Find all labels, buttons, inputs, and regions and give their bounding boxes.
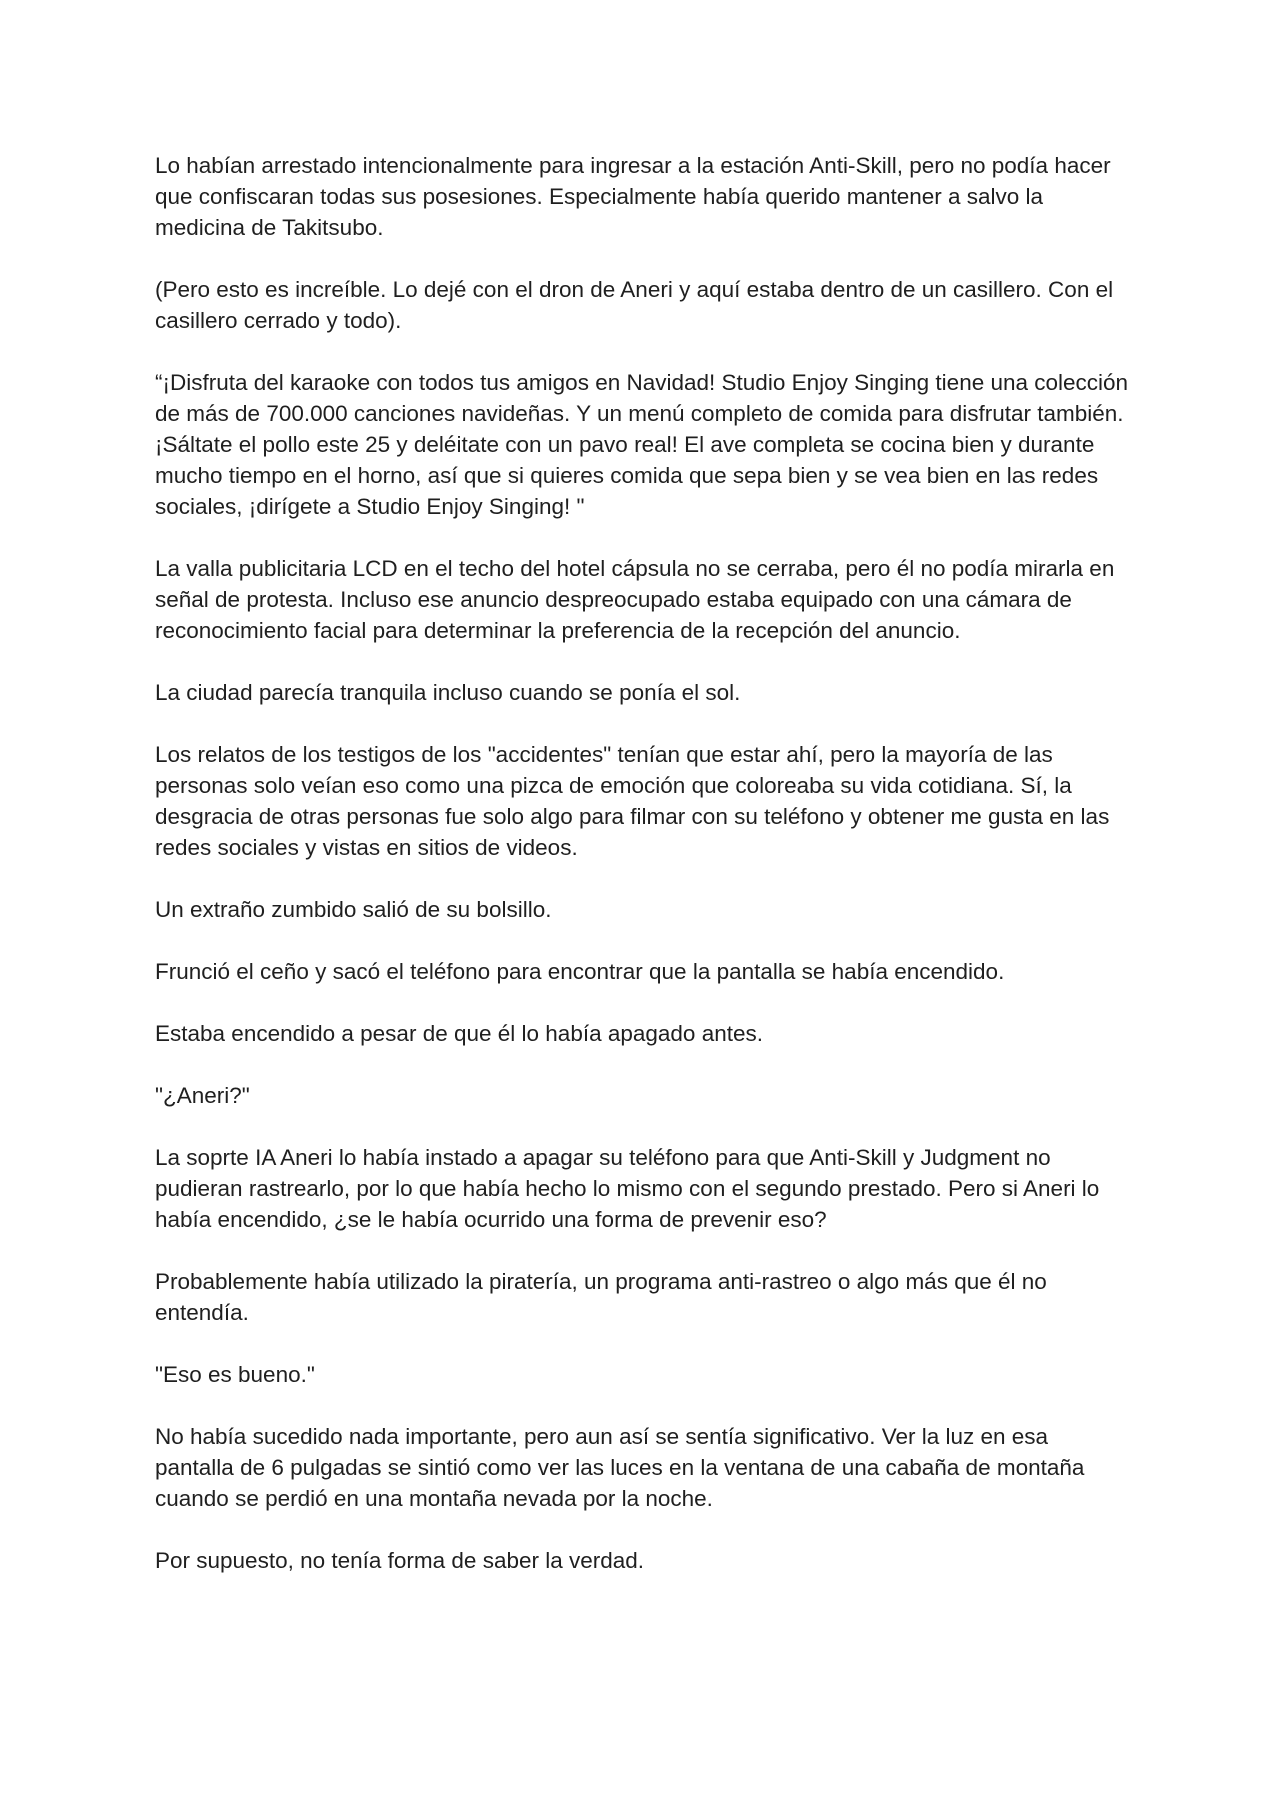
paragraph-9: Estaba encendido a pesar de que él lo había apagado antes. <box>155 1021 763 1046</box>
paragraph-1: Lo habían arrestado intencionalmente para ingresar a la estación Anti-Skill, pero no podía hacer que confiscaran todas sus posesiones. Especialmente había querido mantener a salvo la medicina de Takitsubo. <box>155 153 1111 240</box>
paragraph-11: La soprte IA Aneri lo había instado a apagar su teléfono para que Anti-Skill y Judgment no pudieran rastrearlo, por lo que había hecho lo mismo con el segundo prestado. Pero si Aneri lo había encendido, ¿se le había ocurrido una forma de prevenir eso? <box>155 1145 1100 1232</box>
paragraph-2: (Pero esto es increíble. Lo dejé con el dron de Aneri y aquí estaba dentro de un casillero. Con el casillero cerrado y todo). <box>155 277 1114 333</box>
document-body <box>155 150 1130 1607</box>
paragraph-13: "Eso es bueno." <box>155 1362 315 1387</box>
paragraph-15: Por supuesto, no tenía forma de saber la verdad. <box>155 1548 645 1573</box>
paragraph-3: “¡Disfruta del karaoke con todos tus amigos en Navidad! Studio Enjoy Singing tiene una colección de más de 700.000 canciones navideñas. Y un menú completo de comida para disfrutar también. ¡Sáltate el pollo este 25 y deléitate con un pavo real! El ave completa se cocina bien y durante mucho tiempo en el horno, así que si quieres comida que sepa bien y se vea bien en las redes sociales, ¡dirígete a Studio Enjoy Singing! " <box>155 370 1129 519</box>
paragraph-7: Un extraño zumbido salió de su bolsillo. <box>155 897 552 922</box>
paragraph-6: Los relatos de los testigos de los "accidentes" tenían que estar ahí, pero la mayoría de las personas solo veían eso como una pizca de emoción que coloreaba su vida cotidiana. Sí, la desgracia de otras personas fue solo algo para filmar con su teléfono y obtener me gusta en las redes sociales y vistas en sitios de videos. <box>155 742 1110 860</box>
paragraph-14: No había sucedido nada importante, pero aun así se sentía significativo. Ver la luz en esa pantalla de 6 pulgadas se sintió como ver las luces en la ventana de una cabaña de montaña cuando se perdió en una montaña nevada por la noche. <box>155 1424 1085 1511</box>
paragraph-8: Frunció el ceño y sacó el teléfono para encontrar que la pantalla se había encendido. <box>155 959 1005 984</box>
paragraph-5: La ciudad parecía tranquila incluso cuando se ponía el sol. <box>155 680 741 705</box>
paragraph-4: La valla publicitaria LCD en el techo del hotel cápsula no se cerraba, pero él no podía mirarla en señal de protesta. Incluso ese anuncio despreocupado estaba equipado con una cámara de reconocimiento facial para determinar la preferencia de la recepción del anuncio. <box>155 556 1115 643</box>
paragraph-12: Probablemente había utilizado la piratería, un programa anti-rastreo o algo más que él no entendía. <box>155 1269 1047 1325</box>
paragraph-10: "¿Aneri?" <box>155 1083 250 1108</box>
